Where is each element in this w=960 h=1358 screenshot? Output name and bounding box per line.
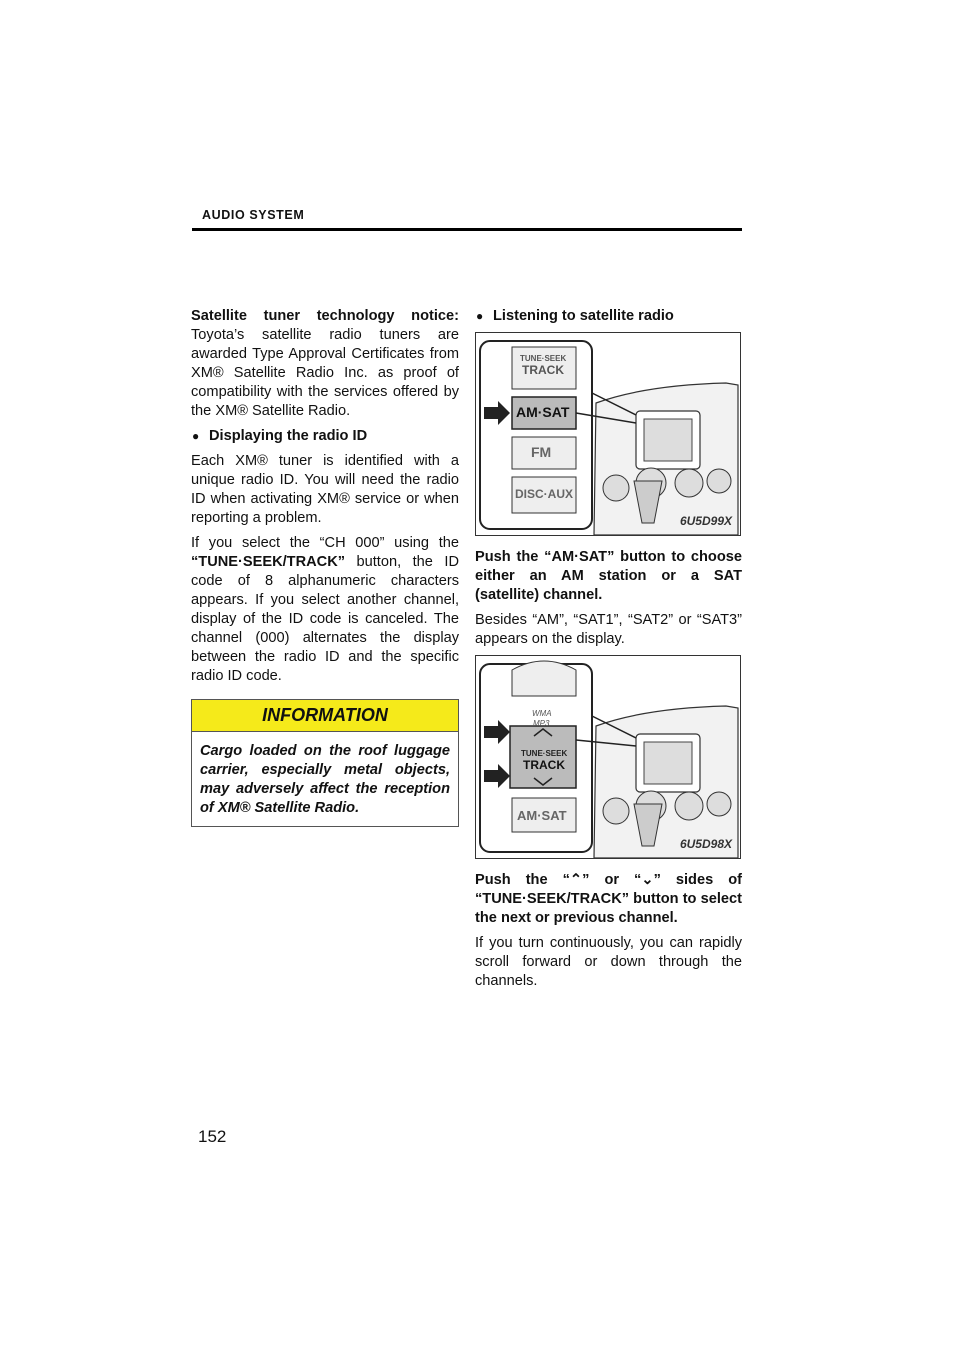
figure-code-2: 6U5D98X xyxy=(679,837,732,851)
information-box xyxy=(191,699,459,827)
left-column xyxy=(191,307,459,827)
radio-id-paragraph: Each XM® tuner is identified with a unique radio ID. You will need the radio ID when activating XM® service or when reporting a problem. xyxy=(191,453,459,526)
figure-tune-seek-button xyxy=(475,655,741,859)
amsat-display-paragraph: Besides “AM”, “SAT1”, “SAT2” or “SAT3” appears on the display. xyxy=(475,612,742,647)
amsat-caption: Push the “AM·SAT” button to choose either an AM station or a SAT (satellite) channel. xyxy=(475,549,742,603)
ch000-text-a: If you select the “CH 000” using the xyxy=(191,535,459,551)
fig2-label-track: TRACK xyxy=(523,758,565,772)
page-number: 152 xyxy=(198,1127,227,1146)
fig2-label-wma: WMA xyxy=(532,709,552,718)
fig1-label-amsat: AM·SAT xyxy=(516,404,570,420)
notice-body: Toyota’s satellite radio tuners are awarded Type Approval Certificates from XM® Satellite Radio Inc. as proof of compatibility with the services offered by the XM® Satellite Radio. xyxy=(191,327,459,419)
bullet-listening-satellite: ● Listening to satellite radio xyxy=(475,307,742,326)
information-title: INFORMATION xyxy=(192,700,458,732)
figure-code-1: 6U5D99X xyxy=(679,514,732,528)
right-column xyxy=(475,307,742,997)
ch000-paragraph xyxy=(191,534,459,686)
fig1-label-tuneseek: TUNE·SEEK xyxy=(520,354,567,363)
notice-paragraph xyxy=(191,307,459,421)
fig1-label-track: TRACK xyxy=(522,363,564,377)
fig1-label-discaux: DISC·AUX xyxy=(515,487,574,501)
ch000-button-ref: “TUNE·SEEK/TRACK” xyxy=(191,554,346,570)
dashboard-illustration-1 xyxy=(476,333,740,535)
continuous-scroll-paragraph: If you turn continuously, you can rapidly scroll forward or down through the channels. xyxy=(475,935,742,989)
information-body: Cargo loaded on the roof luggage carrier, especially metal objects, may adversely affect the reception of XM® Satellite Radio. xyxy=(200,743,450,816)
fig2-label-tuneseek: TUNE·SEEK xyxy=(521,749,568,758)
tuneseek-caption: Push the “⌃” or “⌄” sides of “TUNE·SEEK/TRACK” button to select the next or previous channel. xyxy=(475,872,742,926)
dashboard-illustration-2 xyxy=(476,656,740,858)
notice-title: Satellite tuner technology notice: xyxy=(191,308,459,324)
header-rule xyxy=(192,228,742,231)
section-header: AUDIO SYSTEM xyxy=(202,208,305,222)
ch000-text-b: button, the ID code of 8 alphanumeric characters appears. If you select another channel, display of the ID code is canceled. The channel (000) alternates the display between the radio ID and the specific radio ID code. xyxy=(191,554,459,684)
fig1-label-fm: FM xyxy=(531,444,552,460)
fig2-label-mp3: MP3 xyxy=(533,719,550,728)
figure-am-sat-button xyxy=(475,332,741,536)
bullet-displaying-radio-id: ● Displaying the radio ID xyxy=(191,427,459,446)
fig2-label-amsat: AM·SAT xyxy=(517,808,567,823)
